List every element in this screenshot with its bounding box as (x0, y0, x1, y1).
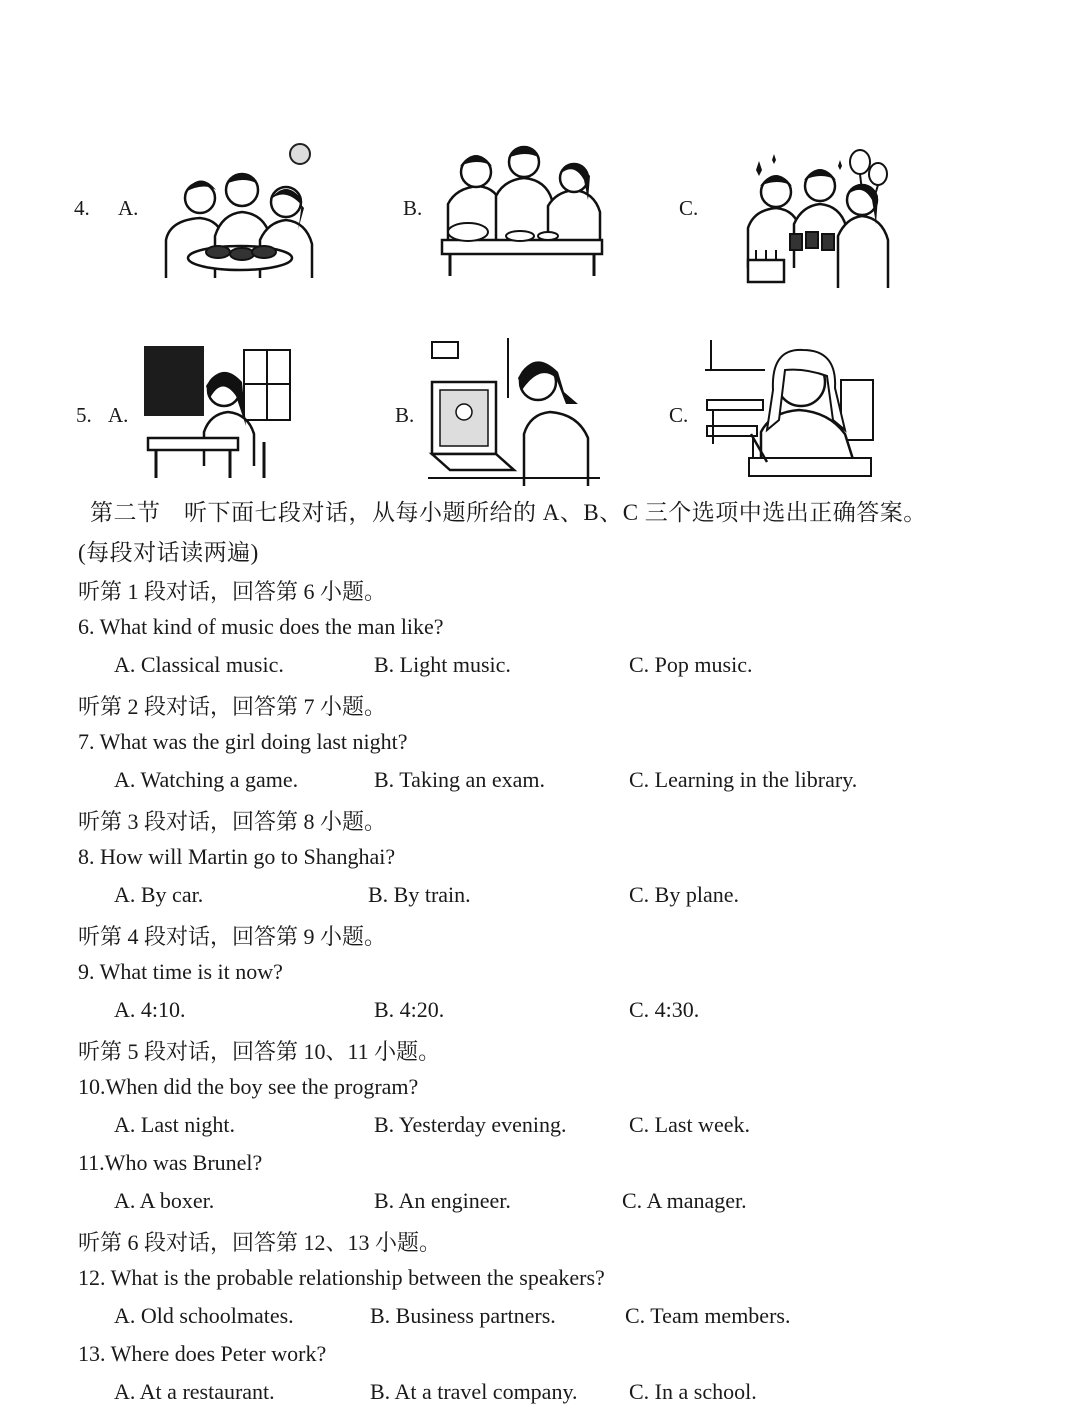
answer-option-b[interactable]: B. Business partners. (370, 1303, 556, 1328)
question-number: 4. (74, 196, 90, 220)
answer-option-c[interactable]: C. Pop music. (629, 652, 753, 677)
question-text: 7. What was the girl doing last night? (78, 729, 408, 754)
girl-drawing-in-classroom-picture (705, 340, 875, 480)
dialogue-intro: 听第 6 段对话，回答第 12、13 小题。 (78, 1230, 442, 1255)
question-text: 12. What is the probable relationship between the speakers? (78, 1265, 605, 1290)
answer-option-c[interactable]: C. By plane. (629, 882, 739, 907)
question-text: 13. Where does Peter work? (78, 1341, 327, 1366)
question-text: 8. How will Martin go to Shanghai? (78, 844, 396, 869)
dialogue-intro: 听第 1 段对话，回答第 6 小题。 (78, 579, 387, 604)
option-label[interactable]: C. (669, 403, 689, 427)
option-label[interactable]: B. (403, 196, 423, 220)
answer-option-a[interactable]: A. At a restaurant. (114, 1379, 275, 1404)
answer-option-b[interactable]: B. Yesterday evening. (374, 1112, 567, 1137)
answer-option-b[interactable]: B. An engineer. (374, 1188, 511, 1213)
answer-option-b[interactable]: B. By train. (368, 882, 471, 907)
dialogue-intro: 听第 3 段对话，回答第 8 小题。 (78, 809, 387, 834)
answer-option-c[interactable]: C. A manager. (622, 1188, 747, 1213)
answer-option-a[interactable]: A. Classical music. (114, 652, 284, 677)
dialogue-intro: 听第 2 段对话，回答第 7 小题。 (78, 694, 387, 719)
section-note: (每段对话读两遍) (78, 540, 259, 565)
answer-option-a[interactable]: A. Watching a game. (114, 767, 299, 792)
mooncake-festival-family-picture (160, 140, 318, 282)
answer-option-a[interactable]: A. Last night. (114, 1112, 235, 1137)
girl-online-class-picture (428, 338, 600, 486)
option-label[interactable]: A. (108, 403, 129, 427)
answer-option-a[interactable]: A. Old schoolmates. (114, 1303, 294, 1328)
option-label[interactable]: C. (679, 196, 699, 220)
dumpling-making-family-picture (440, 144, 606, 278)
answer-option-c[interactable]: C. Learning in the library. (629, 767, 858, 792)
answer-option-b[interactable]: B. 4:20. (374, 997, 445, 1022)
answer-option-c[interactable]: C. 4:30. (629, 997, 700, 1022)
question-text: 9. What time is it now? (78, 959, 283, 984)
question-text: 11.Who was Brunel? (78, 1150, 263, 1175)
option-label[interactable]: A. (118, 196, 139, 220)
girl-in-classroom-picture (144, 346, 294, 480)
section-title: 第二节 听下面七段对话，从每小题所给的 A、B、C 三个选项中选出正确答案。 (90, 500, 927, 525)
question-text: 6. What kind of music does the man like? (78, 614, 444, 639)
answer-option-c[interactable]: C. Team members. (625, 1303, 791, 1328)
answer-option-b[interactable]: B. Light music. (374, 652, 511, 677)
dialogue-intro: 听第 5 段对话，回答第 10、11 小题。 (78, 1039, 441, 1064)
answer-option-a[interactable]: A. 4:10. (114, 997, 186, 1022)
birthday-toast-family-picture (742, 148, 892, 290)
answer-option-b[interactable]: B. At a travel company. (370, 1379, 578, 1404)
option-label[interactable]: B. (395, 403, 415, 427)
answer-option-c[interactable]: C. Last week. (629, 1112, 750, 1137)
answer-option-a[interactable]: A. A boxer. (114, 1188, 215, 1213)
question-text: 10.When did the boy see the program? (78, 1074, 419, 1099)
answer-option-c[interactable]: C. In a school. (629, 1379, 757, 1404)
dialogue-intro: 听第 4 段对话，回答第 9 小题。 (78, 924, 387, 949)
answer-option-b[interactable]: B. Taking an exam. (374, 767, 545, 792)
question-number: 5. (76, 403, 92, 427)
answer-option-a[interactable]: A. By car. (114, 882, 204, 907)
